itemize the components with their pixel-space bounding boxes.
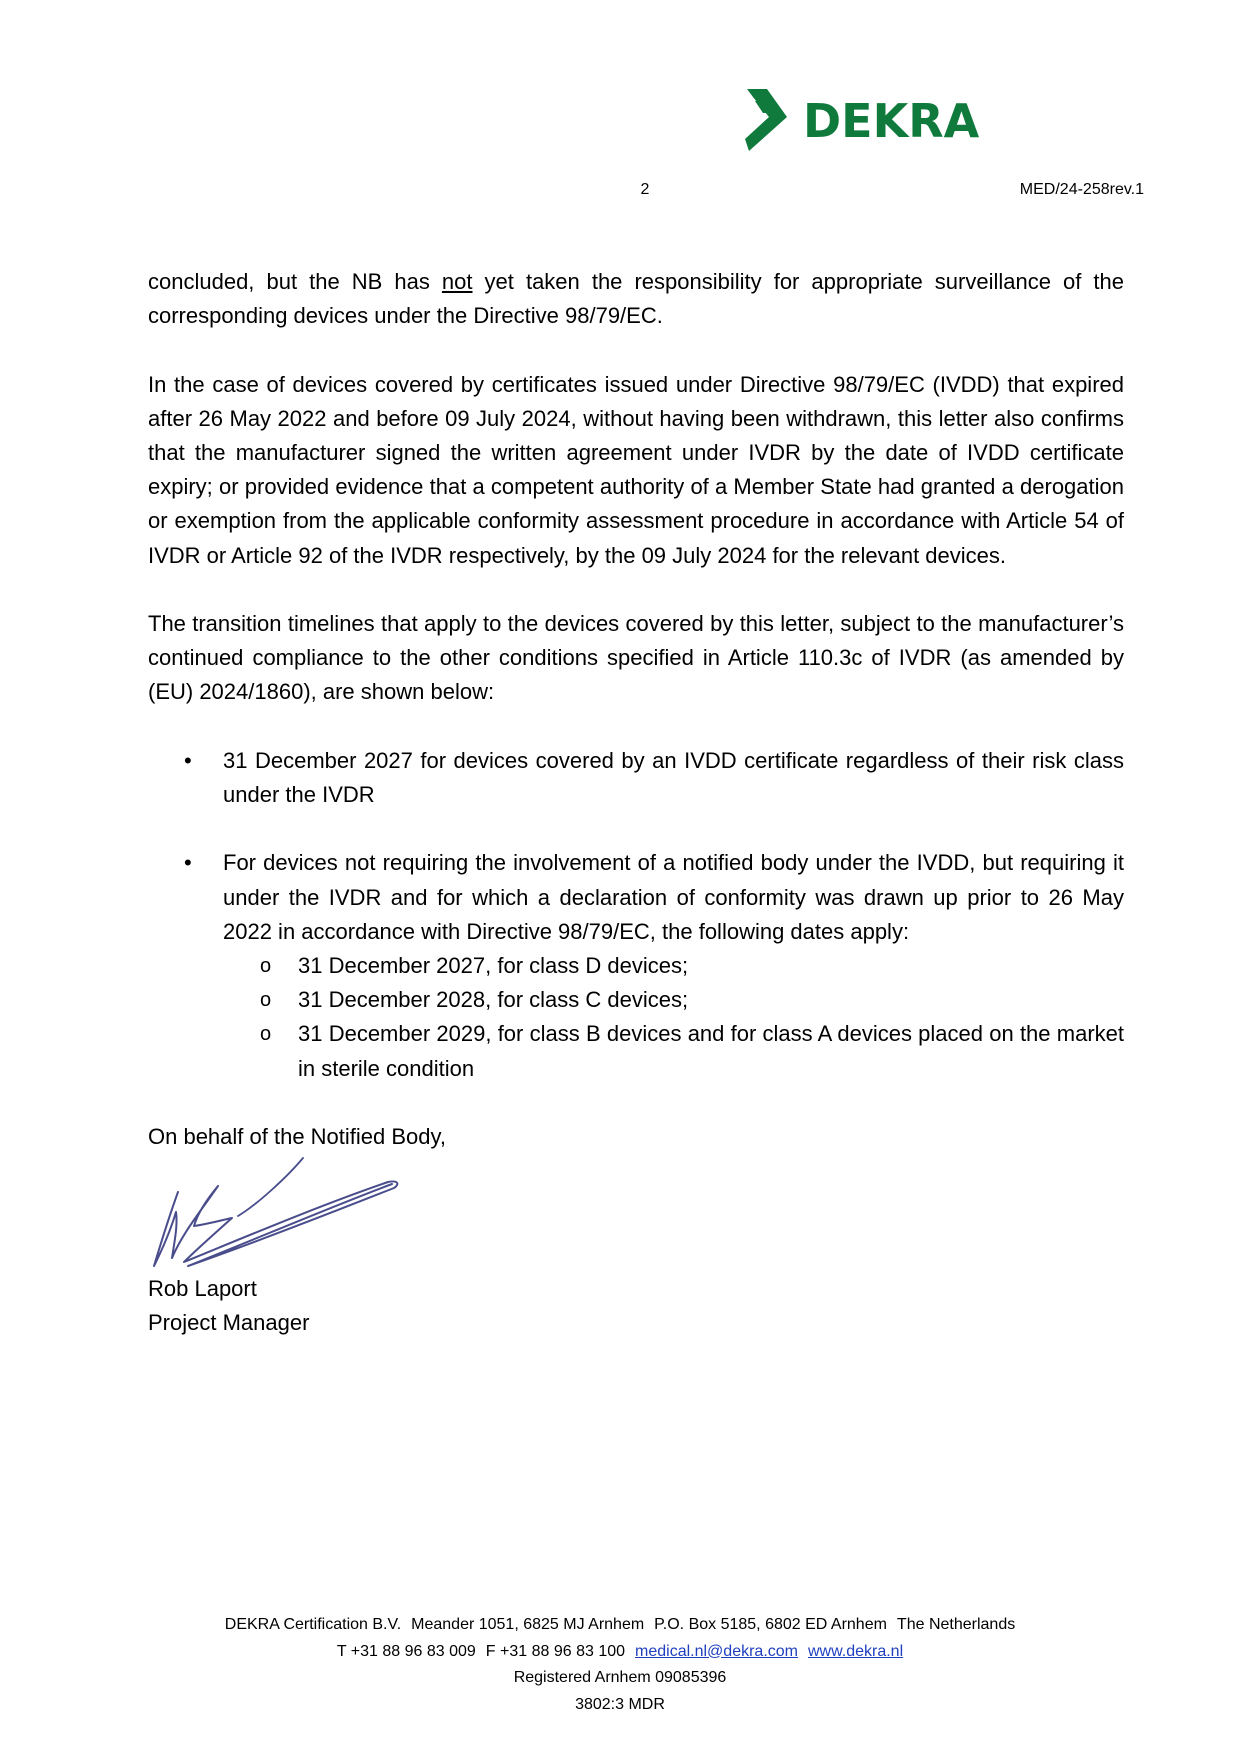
sub-list-item: [223, 949, 1124, 983]
footer-fax: F +31 88 96 83 100: [485, 1642, 626, 1660]
footer-registration: Registered Arnhem 09085396: [513, 1669, 727, 1686]
footer-po-box: P.O. Box 5185, 6802 ED Arnhem: [654, 1616, 887, 1633]
bullet-marker: •: [184, 747, 192, 773]
logo-text: DEKRA: [803, 94, 980, 148]
bullet-text: For devices not requiring the involvement of a notified body under the IVDD, but requiring it under the IVDR and for which a declaration of conformity was drawn up prior to 26 May 2022 in accordance with Directive 98/79/EC, the following dates apply:: [223, 850, 1124, 944]
footer: [0, 1612, 1240, 1718]
letter-body: [148, 265, 1124, 1341]
sub-marker: o: [260, 989, 272, 1012]
footer-contact-line: [0, 1639, 1240, 1666]
footer-code: 3802:3 MDR: [575, 1695, 665, 1713]
footer-country: The Netherlands: [896, 1616, 1016, 1633]
bullet-marker: •: [184, 850, 192, 876]
paragraph-1-start: concluded, but the NB has: [148, 269, 442, 294]
signer-name: Rob Laport: [148, 1276, 257, 1302]
bullet-text: 31 December 2027 for devices covered by an IVDD certificate regardless of their risk class under the IVDR: [223, 747, 1124, 807]
closing-line: On behalf of the Notified Body,: [148, 1124, 446, 1149]
sub-item-text: 31 December 2029, for class B devices and for class A devices placed on the market in sterile condition: [298, 1021, 1124, 1081]
paragraph-2: In the case of devices covered by certificates issued under Directive 98/79/EC (IVDD) that expired after 26 May 2022 and before 09 July 2024, without having been withdrawn, this letter also confirms that the manufacturer signed the written agreement under IVDR by the date of IVDD certificate expiry; or provided evidence that a competent authority of a Member State had granted a derogation or exemption from the applicable conformity assessment procedure in accordance with Article 54 of IVDR or Article 92 of the IVDR respectively, by the 09 July 2024 for the relevant devices.: [148, 371, 1124, 568]
paragraph-1: [148, 265, 1124, 333]
sub-item-text: 31 December 2027, for class D devices;: [298, 953, 689, 978]
timeline-list: [148, 744, 1124, 1086]
dekra-logo: [745, 87, 985, 153]
dekra-logo-icon: [745, 87, 985, 153]
footer-address: Meander 1051, 6825 MJ Arnhem: [411, 1616, 645, 1633]
footer-email-link[interactable]: medical.nl@dekra.com: [635, 1642, 798, 1660]
sub-list: [223, 949, 1124, 1086]
document-reference: MED/24-258rev.1: [1019, 181, 1144, 198]
list-item: [148, 744, 1124, 812]
footer-company: DEKRA Certification B.V.: [224, 1616, 402, 1633]
underlined-not: not: [441, 269, 473, 294]
sub-list-item: [223, 983, 1124, 1017]
sub-item-text: 31 December 2028, for class C devices;: [298, 987, 689, 1013]
footer-address-line: [0, 1612, 1240, 1639]
paragraph-1-end: yet taken the responsibility for appropriate surveillance of the corresponding devices under the Directive 98/79/EC.: [148, 269, 1125, 329]
sub-list-item: [223, 1017, 1124, 1085]
sub-marker: o: [260, 955, 272, 977]
paragraph-3: The transition timelines that apply to the devices covered by this letter, subject to the manufacturer’s continued compliance to the other conditions specified in Article 110.3c of IVDR (as amended by (EU) 2024/1860), are shown below:: [148, 611, 1124, 705]
signer-title: Project Manager: [148, 1310, 310, 1336]
handwritten-signature: [148, 1154, 428, 1272]
sub-marker: o: [260, 1023, 272, 1046]
footer-website-link[interactable]: www.dekra.nl: [807, 1642, 904, 1660]
list-item: [148, 846, 1124, 1085]
footer-phone: T +31 88 96 83 009: [336, 1642, 476, 1660]
page-number: 2: [640, 181, 650, 198]
